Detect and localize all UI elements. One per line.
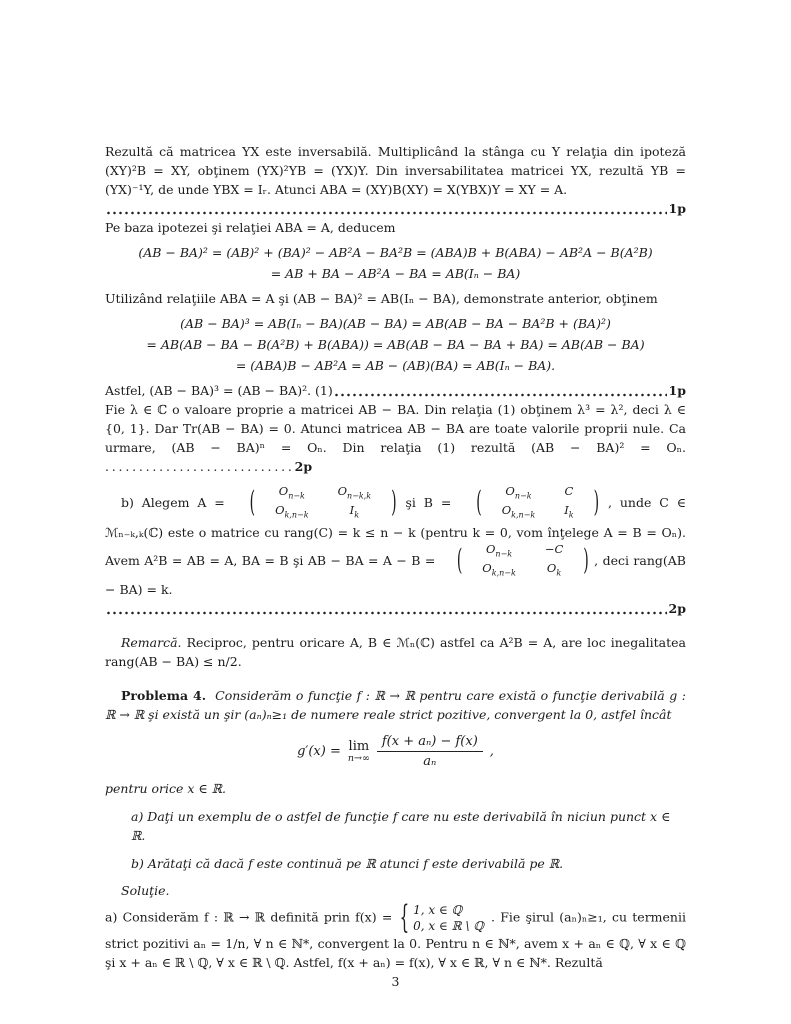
- right-paren-icon: ): [593, 486, 600, 521]
- case-row: 1, x ∈ ℚ: [413, 903, 463, 918]
- cell-base: O: [278, 484, 289, 498]
- cell-base: O: [485, 541, 496, 556]
- paragraph-part-b: [105, 484, 686, 599]
- cell-sub: k: [354, 510, 360, 520]
- points-leader-1p: [105, 199, 686, 218]
- points-badge: 2p: [294, 459, 313, 474]
- matrix-B: [460, 484, 599, 523]
- trailing-comma: ,: [489, 744, 494, 760]
- dotted-leader: [335, 393, 667, 397]
- cell-sub: k,n−k: [511, 510, 536, 520]
- dotted-leader-inline: ............................: [105, 459, 295, 474]
- equation-line: (AB − BA)² = (AB)² + (BA)² − AB²A − BA²B = (ABA)B + B(ABA) − AB²A − B(A²B): [138, 245, 653, 260]
- cell-base: O: [482, 560, 492, 575]
- part-b-mid1: şi B =: [405, 494, 452, 510]
- part-b-mid2: , unde C ∈ ℳₙ₋ₖ,ₖ(ℂ) este o matrice cu rang(C) = k ≤ n − k (pentru k = 0, vom înţelege A = B = Oₙ). Avem A²B = AB = A, BA = B şi AB − BA = A − B =: [105, 494, 686, 568]
- matrix-cell: [486, 503, 536, 522]
- limit-operator: [348, 740, 370, 764]
- display-equation-limit: [105, 734, 686, 769]
- paragraph-eigenvalues: [105, 400, 686, 476]
- equation-group-2: [105, 314, 686, 375]
- equation-group-1: [105, 243, 686, 283]
- problem-4-label: Problema 4.: [121, 688, 207, 704]
- cell-base: −C: [544, 541, 564, 556]
- equation-line: (AB − BA)³ = AB(Iₙ − BA)(AB − BA) = AB(AB − BA − BA²B + (BA)²): [180, 316, 611, 331]
- problem-4-statement: Considerăm o funcţie f : ℝ → ℝ pentru care există o funcţie derivabilă g : ℝ → ℝ şi există un şir (aₙ)ₙ≥₁ de numere reale strict pozitive, convergent la 0, astfel încât: [105, 688, 687, 723]
- paragraph-problem-4: [105, 686, 686, 724]
- cell-sub: k: [568, 510, 574, 520]
- cell-sub: n−k: [514, 491, 532, 501]
- matrix-cell: [549, 484, 574, 503]
- remark-text: Reciproc, pentru oricare A, B ∈ ℳₙ(ℂ) astfel ca A²B = A, are loc inegalitatea rang(AB − BA) ≤ n/2.: [105, 635, 686, 670]
- left-paren-icon: (: [476, 486, 482, 521]
- matrix-B-entries: [482, 484, 578, 523]
- cell-base: O: [275, 503, 285, 518]
- solution-a-tail: . Fie şirul (aₙ)ₙ≥₁, cu termenii strict pozitivi aₙ = 1/n, ∀ n ∈ ℕ*, convergent la 0. Pentru n ∈ ℕ*, avem x + aₙ ∈ ℚ, ∀ x ∈ ℚ şi x + aₙ ∈ ℝ \ ℚ, ∀ x ∈ ℝ \ ℚ. Astfel, f(x + aₙ) = f(x), ∀ x ∈ ℝ, ∀ n ∈ ℕ*. Rezultă: [105, 909, 686, 971]
- piecewise-function: [399, 898, 484, 937]
- paragraph-for-all-x: pentru orice x ∈ ℝ.: [105, 781, 226, 797]
- points-leader-astfel: [105, 381, 686, 400]
- lim-subscript: n→∞: [347, 752, 370, 764]
- paragraph-using-relations: Utilizând relaţiile ABA = A şi (AB − BA)² = AB(Iₙ − BA), demonstrate anterior, obţinem: [105, 291, 658, 306]
- cell-sub: n−k,k: [347, 491, 372, 501]
- equation-line: = (ABA)B − AB²A = AB − (AB)(BA) = AB(Iₙ − BA).: [235, 358, 556, 373]
- problem-item-a: a) Daţi un exemplu de o astfel de funcţie f care nu este derivabilă în niciun punct x ∈ ℝ.: [131, 809, 671, 844]
- equation-line: = AB(AB − BA − B(A²B) + B(ABA)) = AB(AB − BA − BA + BA) = AB(AB − BA): [146, 337, 645, 352]
- fraction-denominator: aₙ: [377, 751, 483, 769]
- lim-word: lim: [348, 738, 370, 754]
- matrix-cell: [548, 503, 573, 522]
- matrix-cell: [529, 542, 563, 561]
- part-b-tail: , deci rang(AB − BA) = k.: [105, 552, 686, 598]
- left-paren-icon: (: [249, 486, 256, 521]
- dotted-leader: [107, 211, 667, 215]
- matrix-cell: [259, 503, 309, 522]
- limit-lhs: g′(x) =: [297, 744, 341, 760]
- paragraph-deduce: Pe baza ipotezei şi relaţiei ABA = A, deducem: [105, 220, 396, 235]
- matrix-cell: [466, 561, 516, 580]
- eigenvalue-text: Fie λ ∈ ℂ o valoare proprie a matricei AB − BA. Din relaţia (1) obţinem λ³ = λ², deci λ ∈ {0, 1}. Dar Tr(AB − BA) = 0. Atunci matricea AB − BA are toate valorile proprii nule. Ca urmare, (AB − BA)ⁿ = Oₙ. Din relaţia (1) rezultă (AB − BA)² = Oₙ.: [105, 402, 686, 455]
- cell-base: C: [564, 484, 574, 498]
- points-badge: 1p: [668, 201, 686, 216]
- page-number: 3: [391, 974, 400, 989]
- remark-label: Remarcă.: [121, 635, 182, 651]
- solution-part-a: [105, 898, 686, 972]
- cell-base: I: [564, 503, 569, 518]
- cell-base: O: [337, 484, 348, 498]
- fraction: [377, 734, 483, 769]
- cell-sub: k: [556, 568, 562, 578]
- left-brace-icon: {: [399, 898, 410, 937]
- cell-sub: k,n−k: [284, 510, 309, 520]
- cell-sub: n−k: [495, 548, 513, 558]
- cell-base: O: [505, 484, 515, 498]
- cell-sub: k,n−k: [491, 568, 516, 578]
- matrix-A: [234, 484, 397, 523]
- solution-label: Soluţie.: [121, 883, 170, 899]
- paragraph-invertibility: Rezultă că matricea YX este inversabilă. Multiplicând la stânga cu Y relaţia din ipoteză (XY)²B = XY, obţinem (YX)²YB = (YX)Y. Din inversabilitatea matricei YX, rezultă YB = (YX)⁻¹Y, de unde YBX = Iᵣ. Atunci ABA = (XY)B(XY) = X(YBX)Y = XY = A.: [105, 144, 686, 197]
- matrix-cell: [531, 561, 561, 580]
- solution-a-lead: a) Considerăm f : ℝ → ℝ definită prin f(x) =: [105, 909, 393, 925]
- matrix-cell: [470, 542, 512, 561]
- part-b-lead: b) Alegem A =: [121, 494, 225, 510]
- matrix-A-entries: [255, 484, 375, 523]
- cell-sub: n−k: [288, 491, 305, 501]
- points-leader-2p: [105, 599, 686, 618]
- left-paren-icon: (: [456, 544, 463, 578]
- points-badge: 2p: [668, 601, 686, 617]
- dotted-leader: [107, 611, 667, 615]
- matrix-cell: [489, 484, 531, 503]
- right-paren-icon: ): [583, 544, 589, 578]
- matrix-cell: [334, 503, 359, 522]
- cell-base: O: [501, 503, 512, 518]
- matrix-difference: [441, 542, 589, 581]
- cases-rows: [413, 902, 484, 934]
- fraction-numerator: f(x + aₙ) − f(x): [381, 734, 478, 750]
- matrix-cell: [322, 484, 372, 503]
- problem-item-b: b) Arătaţi că dacă f este continuă pe ℝ atunci f este derivabilă pe ℝ.: [131, 856, 564, 872]
- matrix-difference-entries: [462, 542, 567, 581]
- text-column: [105, 142, 686, 972]
- case-row: 0, x ∈ ℝ \ ℚ: [413, 919, 484, 934]
- statement-astfel: Astfel, (AB − BA)³ = (AB − BA)². (1): [105, 383, 333, 398]
- equation-line: = AB + BA − AB²A − BA = AB(Iₙ − BA): [270, 266, 521, 281]
- cell-base: I: [349, 503, 355, 518]
- cell-base: O: [546, 560, 557, 575]
- right-paren-icon: ): [391, 486, 397, 521]
- points-badge: 1p: [668, 383, 686, 398]
- matrix-cell: [263, 484, 305, 503]
- paragraph-remark: [105, 633, 686, 671]
